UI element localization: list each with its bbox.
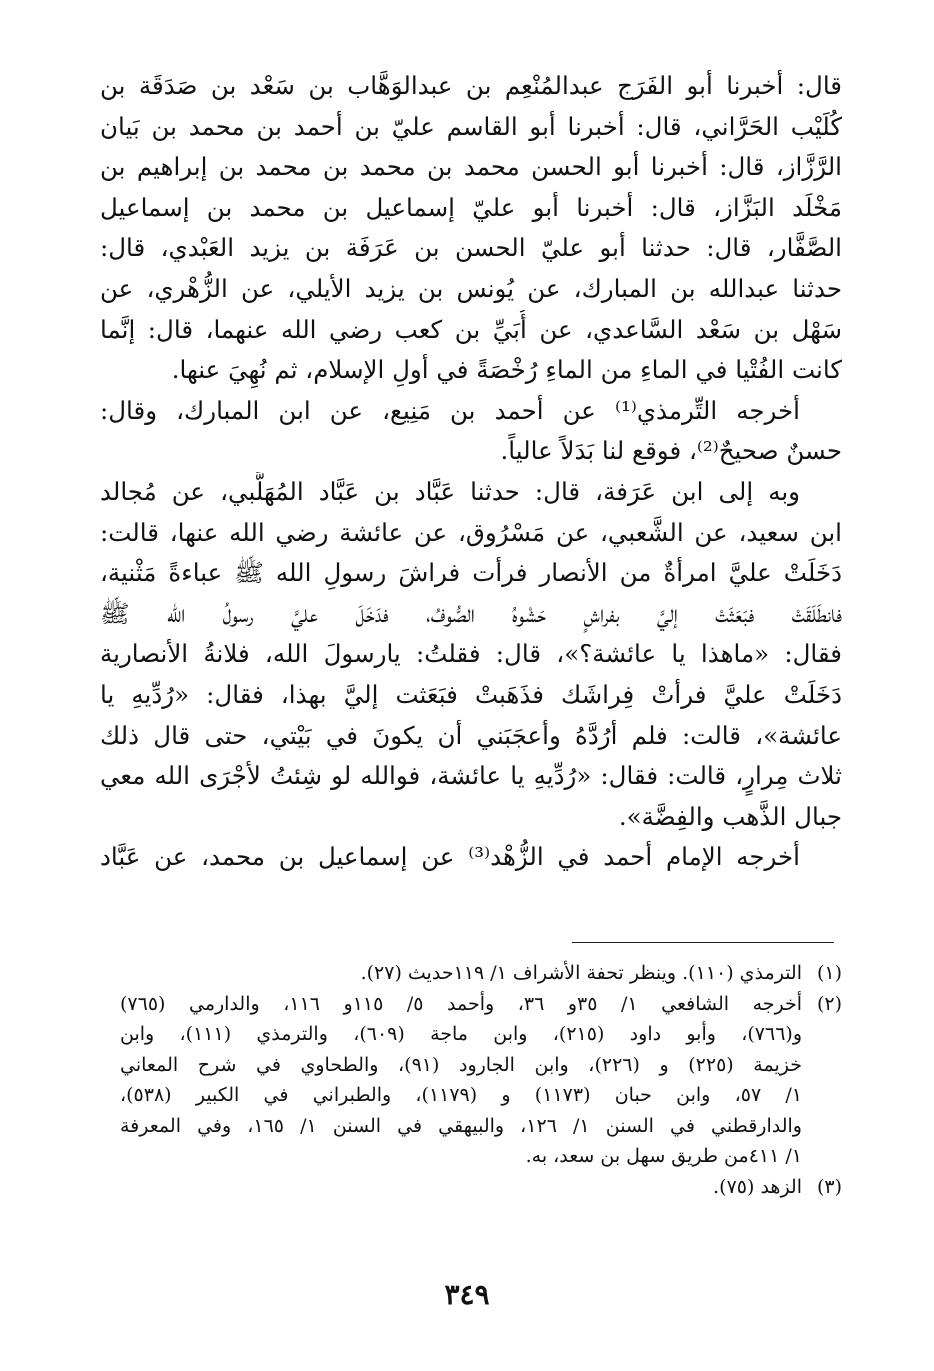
footnote-text	[120, 1172, 802, 1203]
footnote-1	[120, 958, 842, 989]
footnote-3	[120, 1172, 842, 1203]
text-line: دَخَلَتْ عليَّ فرأتْ فِراشَك فذَهَبتْ فبَعَثت إليَّ بهذا، فقال: «رُدِّيهِ يا	[100, 679, 842, 709]
footnote-line: والدارقطني في السنن ١/ ١٢٦، والبيهقي في السنن ١/ ١٦٥، وفي المعرفة	[120, 1114, 802, 1137]
footnote-number: (٢)	[816, 992, 842, 1015]
footnote-line: و(٧٦٦)، وأبو داود (٢١٥)، وابن ماجة (٦٠٩)، والترمذي (١١١)، وابن	[120, 1023, 802, 1045]
text-line: الصَّفَّار، قال: حدثنا أبو عليّ الحسن بن عَرَفَة بن يزيد العَبْدي، قال:	[100, 233, 842, 263]
text-line: كُلَيْب الحَرَّاني، قال: أخبرنا أبو القاسم عليّ بن أحمد بن محمد بن بَيان	[100, 111, 842, 141]
page-number: ٣٤٩	[444, 1278, 490, 1311]
footnote-text	[120, 989, 802, 1172]
footnote-line: أخرجه الشافعي ١/ ٣٥و ٣٦، وأحمد ٥/ ١١٥و ١١٦، والدارمي (٧٦٥)	[120, 992, 802, 1015]
text-line: مَخْلَد البَزَّاز، قال: أخبرنا أبو عليّ إسماعيل بن محمد بن إسماعيل	[100, 192, 842, 222]
footnote-line: خزيمة (٢٢٥) و (٢٢٦)، وابن الجارود (٩١)، والطحاوي في شرح المعاني	[120, 1053, 802, 1076]
footnote-text	[120, 958, 802, 989]
text-line: أخرجه التِّرمذي⁽¹⁾ عن أحمد بن مَنِيع، عن ابن المبارك، وقال:	[100, 395, 800, 425]
footnote-line: ١/ ٥٧، وابن حبان (١١٧٣) و (١١٧٩)، والطبراني في الكبير (٥٣٨)،	[120, 1084, 802, 1106]
text-line: وبه إلى ابن عَرَفة، قال: حدثنا عَبَّاد بن عَبَّاد المُهَلَّبي، عن مُجالد	[100, 476, 800, 506]
text-line: أخرجه الإمام أحمد في الزُّهْد⁽³⁾ عن إسماعيل بن محمد، عن عَبَّاد	[100, 842, 800, 872]
footnote-line: الترمذي (١١٠). وينظر تحفة الأشراف ١/ ١١٩حديث (٢٧).	[360, 962, 802, 984]
text-line: ثلاث مِرارٍ، قالت: فقال: «رُدِّيهِ يا عائشة، فوالله لو شِئتُ لأجْرَى الله معي	[100, 761, 842, 791]
text-line: عائشة»، قالت: فلم أرُدَّهُ وأعجَبَني أن يكونَ في بَيْتي، حتى قال ذلك	[100, 720, 842, 750]
main-text	[100, 66, 842, 878]
footnote-divider	[572, 942, 834, 943]
text-line: حدثنا عبدالله بن المبارك، عن يُونس بن يزيد الأيلي، عن الزُّهْري، عن	[100, 273, 842, 303]
text-line: دَخَلَتْ عليَّ امرأةٌ من الأنصار فرأت فراشَ رسولِ الله ﷺ عباءةً مَثْنية،	[100, 558, 842, 588]
text-line: ابن سعيد، عن الشَّعبي، عن مَسْرُوق، عن عائشة رضي الله عنها، قالت:	[100, 517, 842, 547]
footnote-number: (٣)	[816, 1175, 842, 1198]
text-line: الرَّزَّاز، قال: أخبرنا أبو الحسن محمد بن محمد بن محمد بن إبراهيم بن	[100, 152, 842, 182]
text-line: سَهْل بن سَعْد السَّاعدي، عن أُبَيِّ بن كعب رضي الله عنهما، قال: إنَّما	[100, 314, 842, 344]
footnote-line: ١/ ٤١١من طريق سهل بن سعد، به.	[525, 1145, 802, 1167]
footnotes	[120, 958, 842, 1202]
text-line: حسنٌ صحيحٌ⁽²⁾، فوقع لنا بَدَلاً عالياً.	[500, 436, 842, 466]
text-line: كانت الفُتْيا في الماءِ من الماءِ رُخْصَةً في أولِ الإسلام، ثم نُهِيَ عنها.	[171, 355, 842, 385]
text-line: قال: أخبرنا أبو الفَرَج عبدالمُنْعِم بن عبدالوَهَّاب بن سَعْد بن صَدَقَة بن	[100, 71, 842, 100]
footnote-line: الزهد (٧٥).	[713, 1175, 802, 1198]
footnote-2	[120, 989, 842, 1172]
text-line: جبال الذَّهب والفِضَّة».	[618, 801, 842, 831]
text-line: فانطَلَقَتْ فبَعَثَتْ إليَّ بفراشٍ حَشْوهُ الصُّوفُ، فدَخَلَ عليَّ رسولُ الله ﷺ	[100, 598, 842, 628]
text-line: فقال: «ماهذا يا عائشة؟»، قال: فقلتُ: يارسولَ الله، فلانةُ الأنصارية	[100, 639, 842, 669]
footnote-number: (١)	[816, 962, 842, 984]
